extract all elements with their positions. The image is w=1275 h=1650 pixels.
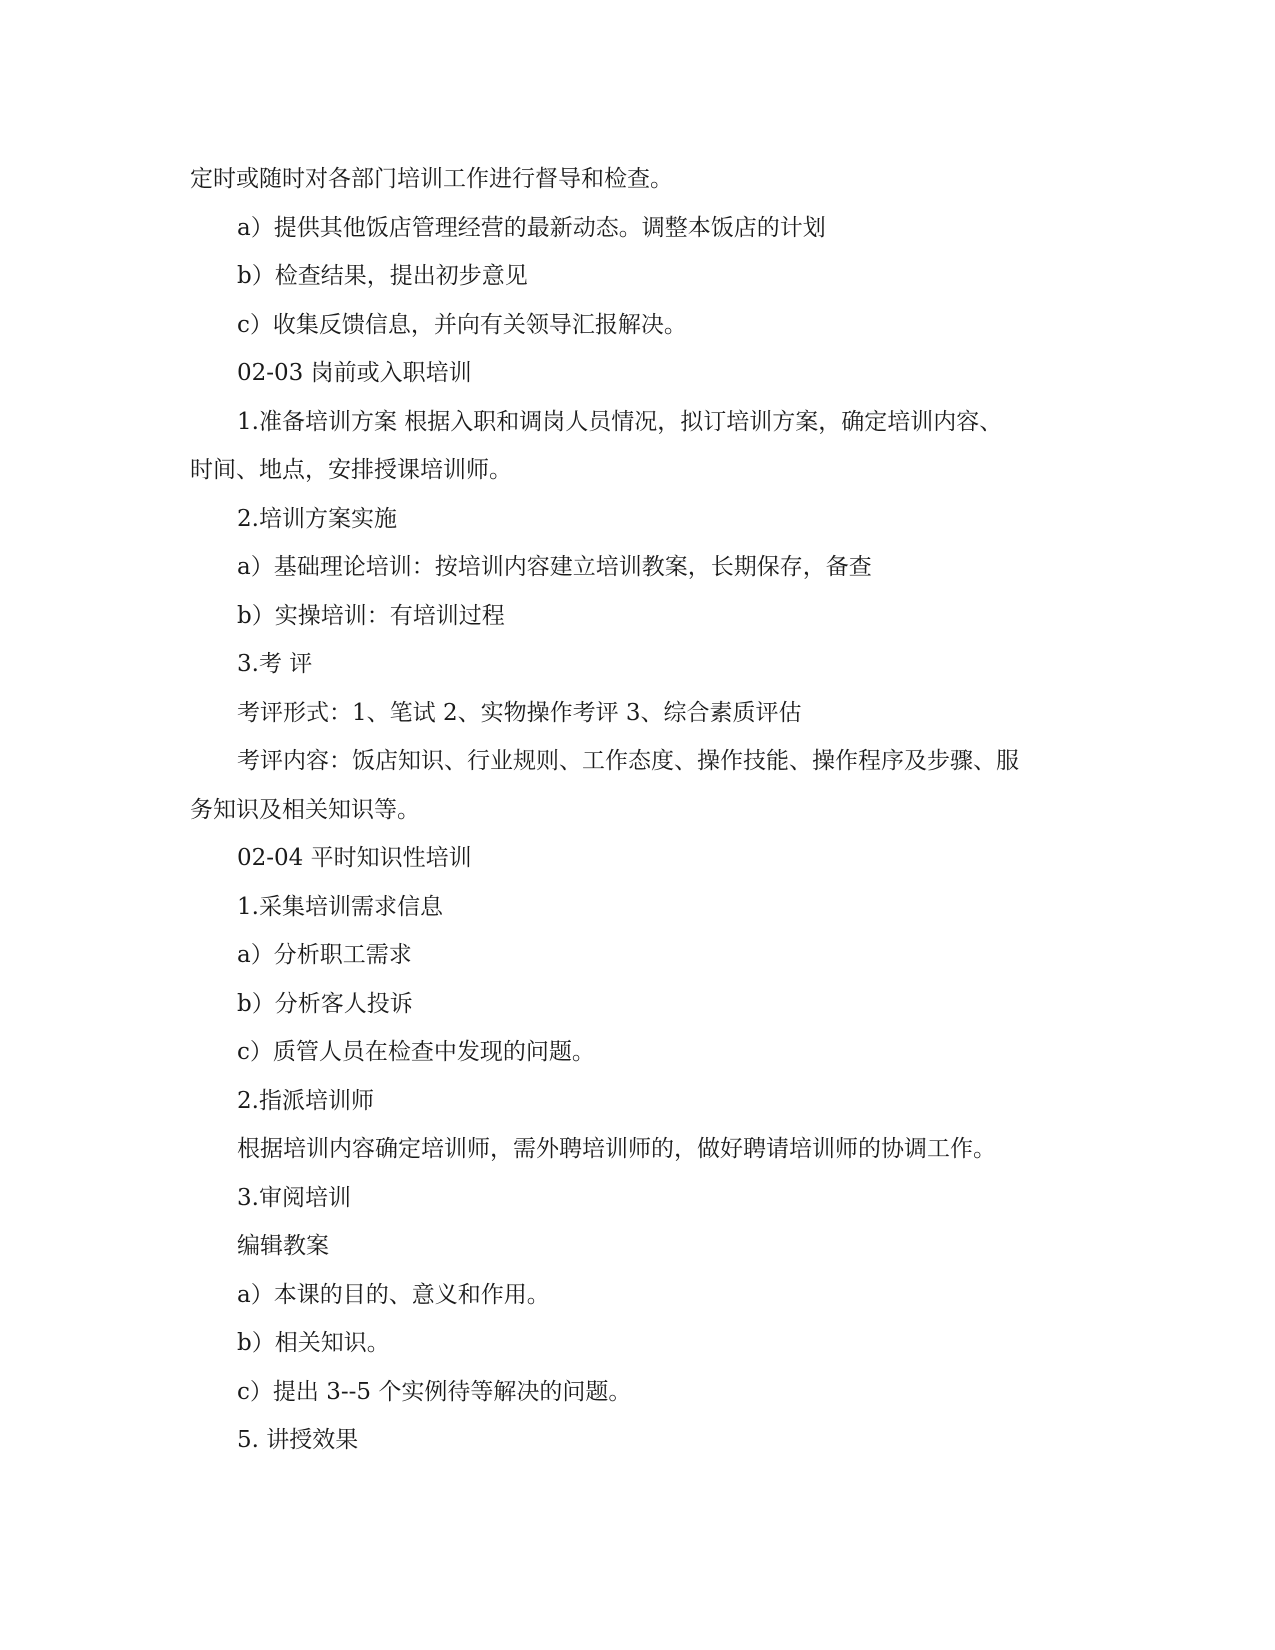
subheading: 3.审阅培训 bbox=[237, 1184, 351, 1211]
list-item-a: a）提供其他饭店管理经营的最新动态。调整本饭店的计划 bbox=[237, 214, 826, 241]
section-heading-02-04: 02-04 平时知识性培训 bbox=[237, 845, 472, 871]
paragraph-line: 根据培训内容确定培训师，需外聘培训师的，做好聘请培训师的协调工作。 bbox=[237, 1136, 996, 1162]
paragraph-line-continued: 务知识及相关知识等。 bbox=[190, 796, 420, 823]
paragraph-line: 定时或随时对各部门培训工作进行督导和检查。 bbox=[190, 166, 673, 192]
subheading: 2.指派培训师 bbox=[237, 1087, 374, 1114]
paragraph-line: 1.准备培训方案 根据入职和调岗人员情况，拟订培训方案，确定培训内容、 bbox=[237, 408, 1003, 435]
list-item-b: b）分析客人投诉 bbox=[237, 990, 413, 1017]
list-item-c: c）提出 3--5 个实例待等解决的问题。 bbox=[237, 1378, 632, 1405]
document-body bbox=[190, 155, 1090, 1465]
list-item-b: b）相关知识。 bbox=[237, 1330, 390, 1356]
list-item-a: a）分析职工需求 bbox=[237, 942, 412, 968]
list-item-b: b）实操培训：有培训过程 bbox=[237, 602, 505, 629]
subheading: 5. 讲授效果 bbox=[237, 1427, 359, 1453]
section-heading-02-03: 02-03 岗前或入职培训 bbox=[237, 360, 472, 386]
list-item-a: a）基础理论培训：按培训内容建立培训教案，长期保存，备查 bbox=[237, 554, 872, 580]
subheading: 2.培训方案实施 bbox=[237, 505, 397, 532]
subheading: 3.考 评 bbox=[237, 651, 313, 677]
list-item-c: c）质管人员在检查中发现的问题。 bbox=[237, 1039, 595, 1065]
list-item-a: a）本课的目的、意义和作用。 bbox=[237, 1281, 550, 1308]
list-item-b: b）检查结果，提出初步意见 bbox=[237, 263, 528, 289]
list-item-c: c）收集反馈信息，并向有关领导汇报解决。 bbox=[237, 311, 687, 338]
paragraph-line: 考评内容：饭店知识、行业规则、工作态度、操作技能、操作程序及步骤、服 bbox=[237, 748, 1019, 774]
paragraph-line-continued: 时间、地点，安排授课培训师。 bbox=[190, 457, 512, 483]
subheading: 1.采集培训需求信息 bbox=[237, 893, 443, 920]
paragraph-line: 考评形式：1、笔试 2、实物操作考评 3、综合素质评估 bbox=[237, 699, 802, 726]
paragraph-line: 编辑教案 bbox=[237, 1233, 329, 1259]
